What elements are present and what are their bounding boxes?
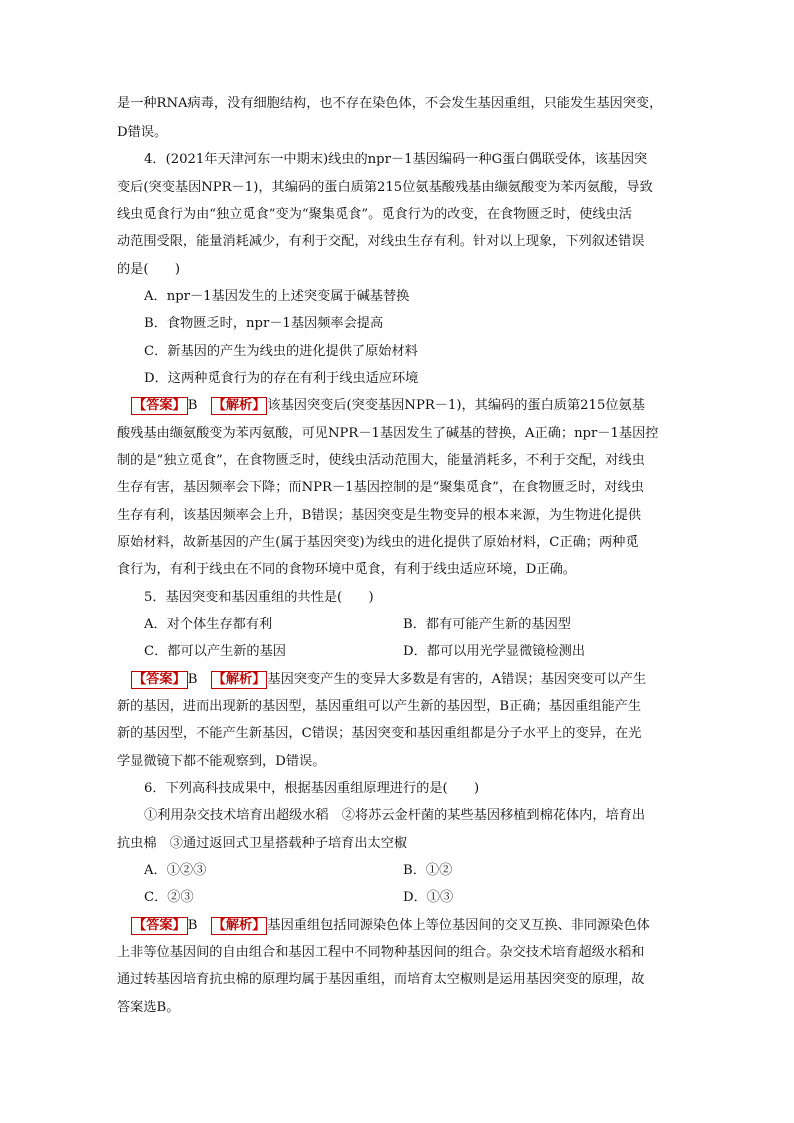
q5-option-a: A．对个体生存都有利 <box>144 617 273 632</box>
answer-value: B <box>187 398 198 413</box>
q4-stem-line-2: 变后(突变基因NPR－1)，其编码的蛋白质第215位氨基酸残基由缬氨酸变为苯丙氨酸，导致 <box>117 180 653 195</box>
q4-option-d: D．这两种觅食行为的存在有利于线虫适应环境 <box>144 371 419 386</box>
prev-answer-line-2: D错误。 <box>117 125 168 140</box>
q5-stem: 5．基因突变和基因重组的共性是( ) <box>144 590 374 605</box>
q6-items-line-1: ①利用杂交技术培育出超级水稻 ②将苏云金杆菌的某些基因移植到棉花体内，培育出 <box>144 808 646 823</box>
q4-analysis-line-6: 原始材料，故新基因的产生(属于基因突变)为线虫的进化提供了原始材料，C正确；两种觅 <box>117 535 639 550</box>
q6-stem: 6．下列高科技成果中，根据基因重组原理进行的是( ) <box>144 781 480 796</box>
q4-option-a: A．npr－1基因发生的上述突变属于碱基替换 <box>144 289 410 304</box>
q4-analysis-line-7: 食行为，有利于线虫在不同的食物环境中觅食，有利于线虫适应环境，D正确。 <box>117 562 576 577</box>
q6-analysis-line-3: 通过转基因培育抗虫棉的原理均属于基因重组，而培育太空椒则是运用基因突变的原理，故 <box>117 972 645 987</box>
q4-stem-line-3: 线虫觅食行为由“独立觅食”变为“聚集觅食”。觅食行为的改变，在食物匮乏时，使线虫活 <box>117 207 632 222</box>
q4-answer-line-1 <box>131 396 691 416</box>
q4-option-c: C．新基因的产生为线虫的进化提供了原始材料 <box>144 344 418 359</box>
q6-option-b: B．①② <box>403 863 453 878</box>
q4-option-b: B．食物匮乏时，npr－1基因频率会提高 <box>144 316 384 331</box>
q4-analysis-line-3: 制的是“独立觅食”，在食物匮乏时，使线虫活动范围大，能量消耗多，不利于交配，对线虫 <box>117 453 645 468</box>
q5-option-b: B．都有可能产生新的基因型 <box>403 617 571 632</box>
analysis-text: 该基因突变后(突变基因NPR－1)，其编码的蛋白质第215位氨基 <box>267 398 645 413</box>
q6-analysis-line-2: 上非等位基因间的自由组合和基因工程中不同物种基因间的组合。杂交技术培育超级水稻和 <box>117 945 645 960</box>
q4-stem-line-1: 4．(2021年天津河东一中期末)线虫的npr－1基因编码一种G蛋白偶联受体，该基因突 <box>144 152 648 167</box>
q5-analysis-line-4: 学显微镜下都不能观察到，D错误。 <box>117 754 326 769</box>
analysis-text: 基因重组包括同源染色体上等位基因间的交叉互换、非同源染色体 <box>267 918 650 933</box>
q4-analysis-line-4: 生存有害，基因频率会下降；而NPR－1基因控制的是“聚集觅食”，在食物匮乏时，对线虫 <box>117 480 644 495</box>
answer-tag: 【答案】 <box>133 398 186 413</box>
q6-options-row-2 <box>144 888 704 908</box>
q6-option-d: D．①③ <box>403 890 454 905</box>
q5-option-c: C．都可以产生新的基因 <box>144 644 286 659</box>
q5-option-d: D．都可以用光学显微镜检测出 <box>403 644 586 659</box>
q5-analysis-line-3: 新的基因型，不能产生新基因，C错误；基因突变和基因重组都是分子水平上的变异，在光 <box>117 726 642 741</box>
q6-option-c: C．②③ <box>144 890 194 905</box>
q6-items-line-2: 抗虫棉 ③通过返回式卫星搭载种子培育出太空椒 <box>117 836 408 851</box>
q6-options-row-1 <box>144 861 704 881</box>
answer-value: B <box>187 918 198 933</box>
q4-analysis-line-5: 生存有利，该基因频率会上升，B错误；基因突变是生物变异的根本来源，为生物进化提供 <box>117 508 641 523</box>
q6-analysis-line-4: 答案选B。 <box>117 1000 180 1015</box>
prev-answer-line-1: 是一种RNA病毒，没有细胞结构，也不存在染色体，不会发生基因重组，只能发生基因突变， <box>117 96 663 111</box>
answer-tag: 【答案】 <box>133 672 186 687</box>
analysis-tag: 【解析】 <box>212 398 266 413</box>
answer-value: B <box>187 672 198 687</box>
q4-analysis-line-2: 酸残基由缬氨酸变为苯丙氨酸，可见NPR－1基因发生了碱基的替换，A正确；npr－1基因控 <box>117 426 659 441</box>
q6-option-a: A．①②③ <box>144 863 207 878</box>
analysis-text: 基因突变产生的变异大多数是有害的，A错误；基因突变可以产生 <box>267 672 647 687</box>
q6-answer-line-1 <box>131 916 691 936</box>
analysis-tag: 【解析】 <box>212 918 266 933</box>
q5-analysis-line-2: 新的基因，进而出现新的基因型，基因重组可以产生新的基因型，B正确；基因重组能产生 <box>117 699 641 714</box>
q5-options-row-1 <box>144 615 704 635</box>
q4-stem-line-4: 动范围受限，能量消耗减少，有利于交配，对线虫生存有利。针对以上现象，下列叙述错误 <box>117 234 645 249</box>
answer-tag: 【答案】 <box>133 918 186 933</box>
q4-stem-line-5: 的是( ) <box>117 262 181 277</box>
q5-answer-line-1 <box>131 670 691 690</box>
q5-options-row-2 <box>144 642 704 662</box>
analysis-tag: 【解析】 <box>212 672 266 687</box>
